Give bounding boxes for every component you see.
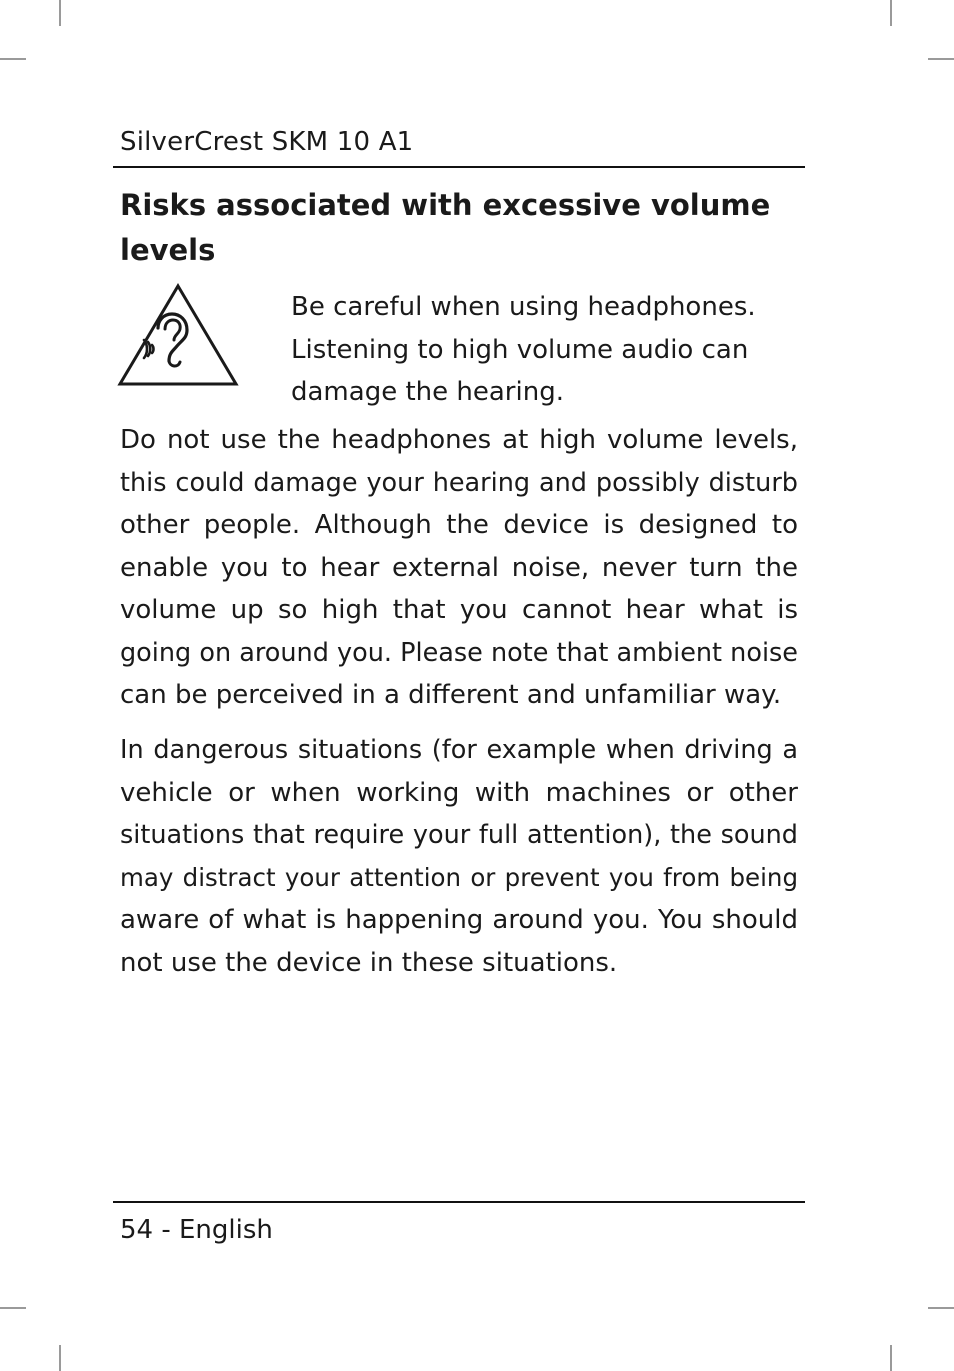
warning-text-line: damage the hearing.	[291, 377, 564, 407]
section-heading-line: Risks associated with excessive volume	[120, 188, 771, 222]
crop-mark	[59, 0, 61, 26]
paragraph-line: may distract your attention or prevent you from being	[120, 862, 798, 892]
paragraph-line: enable you to hear external noise, never turn the	[120, 552, 798, 583]
warning-text	[291, 286, 791, 414]
paragraph-line: can be perceived in a different and unfamiliar way.	[120, 680, 782, 710]
crop-mark	[0, 58, 26, 60]
paragraph	[120, 729, 798, 984]
paragraph-line: situations that require your full attention), the sound	[120, 820, 798, 850]
crop-mark	[928, 58, 954, 60]
warning-text-line: Be careful when using headphones.	[291, 292, 756, 322]
crop-mark	[928, 1307, 954, 1309]
warning-text-line: Listening to high volume audio can	[291, 334, 749, 365]
document-title: SilverCrest SKM 10 A1	[120, 127, 414, 157]
crop-mark	[890, 0, 892, 26]
paragraph-line: aware of what is happening around you. You should	[120, 905, 798, 935]
paragraph-line: volume up so high that you cannot hear what is	[120, 595, 798, 625]
footer-divider	[113, 1201, 805, 1203]
paragraph-line: In dangerous situations (for example when driving a	[120, 735, 798, 765]
paragraph-line: this could damage your hearing and possibly disturb	[120, 467, 798, 498]
hearing-damage-warning-icon	[117, 283, 239, 389]
page-number: 54 - English	[120, 1215, 273, 1245]
header-divider	[113, 166, 805, 168]
paragraph-line: not use the device in these situations.	[120, 947, 618, 978]
crop-mark	[890, 1345, 892, 1371]
paragraph	[120, 419, 798, 717]
paragraph-line: Do not use the headphones at high volume levels,	[120, 425, 798, 455]
paragraph-line: vehicle or when working with machines or other	[120, 777, 798, 808]
section-heading	[120, 183, 800, 273]
paragraph-line: other people. Although the device is designed to	[120, 510, 798, 540]
crop-mark	[59, 1345, 61, 1371]
crop-mark	[0, 1307, 26, 1309]
paragraph-line: going on around you. Please note that ambient noise	[120, 637, 798, 668]
section-heading-line: levels	[120, 233, 216, 267]
